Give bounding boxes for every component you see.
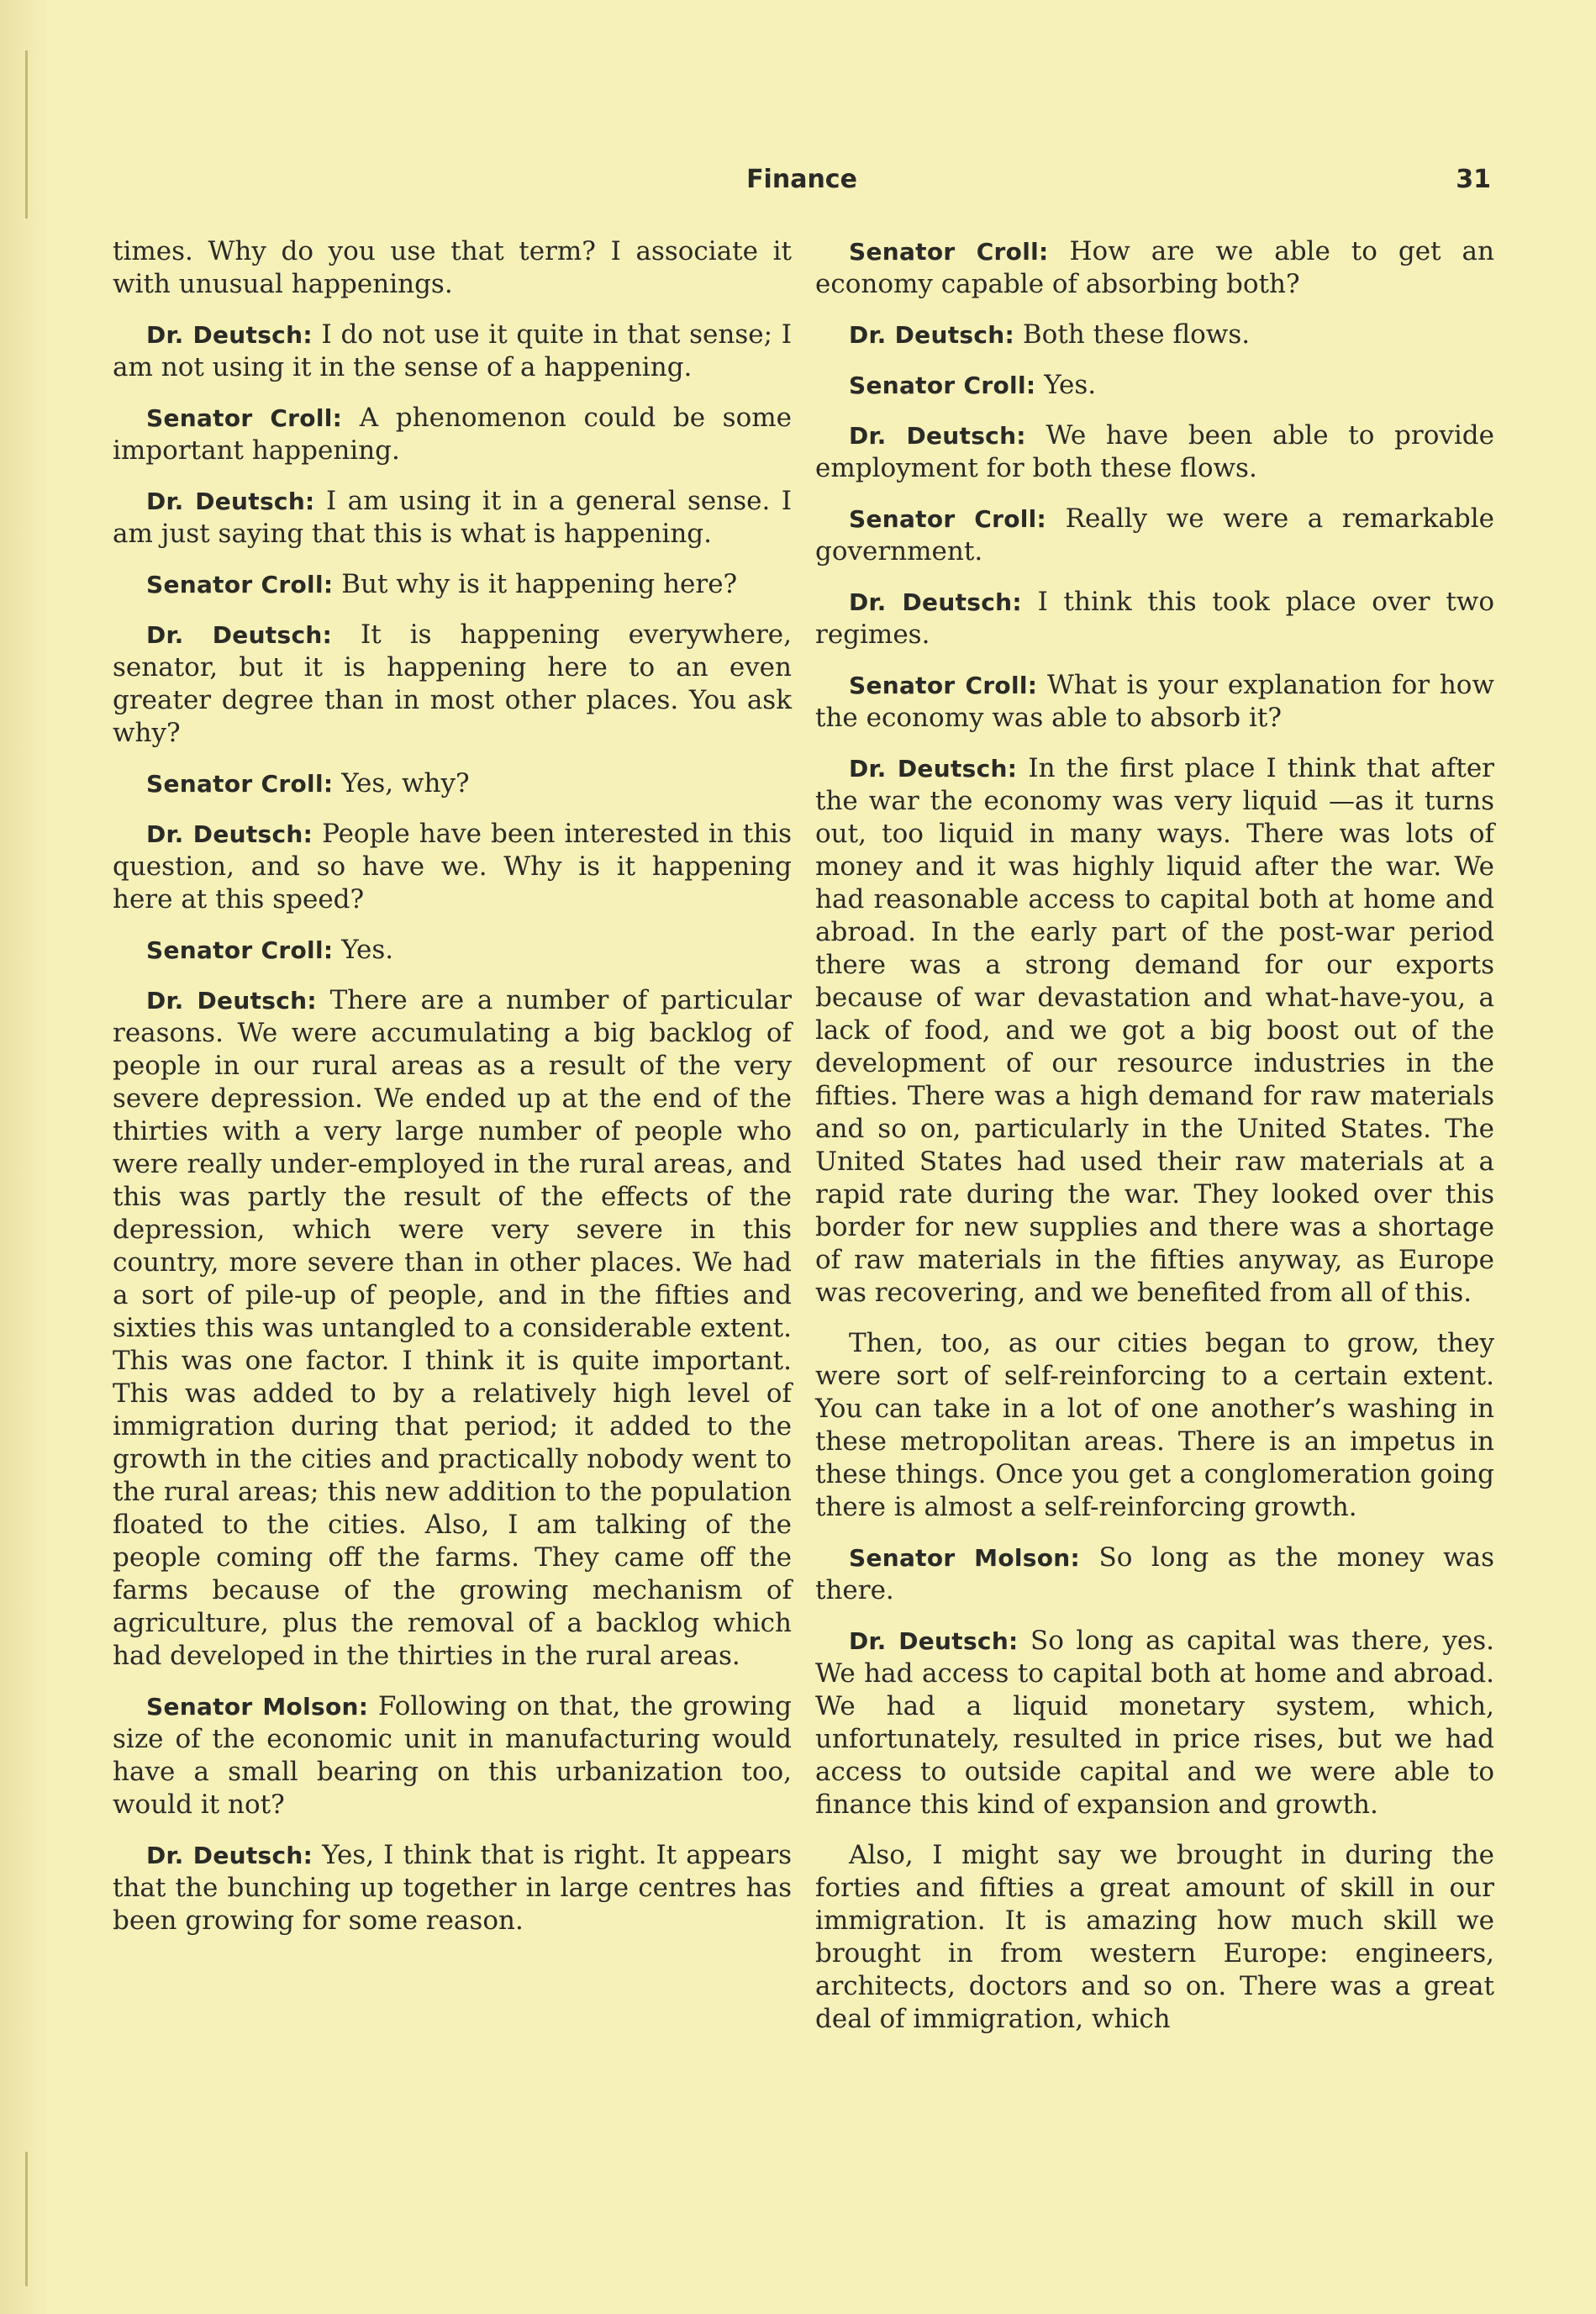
speech-paragraph [113, 485, 792, 551]
speech-paragraph [113, 934, 792, 967]
paragraph-text: What is your explanation for how the economy was able to absorb it? [815, 670, 1494, 733]
paragraph-text: Following on that, the growing size of the economic unit in manufacturing would have a small bearing on this urbanization too, would it not? [113, 1691, 792, 1820]
paragraph-text: I think this took place over two regimes. [815, 587, 1495, 650]
paragraph-text: Also, I might say we brought in during the forties and fifties a great amount of skill in our immigration. It is amazing how much skill we brought in from western Europe: engineers, architects, doctors and so on. There was a great deal of immigration, which [815, 1840, 1494, 2034]
page-edge-mark [25, 50, 28, 219]
speech-paragraph [113, 1690, 792, 1821]
speech-paragraph [113, 402, 792, 467]
page-header [113, 165, 1491, 202]
paragraph-text: Yes. [1044, 370, 1097, 400]
speaker-name: Senator Croll: [146, 936, 334, 964]
paragraph-text: Both these flows. [1022, 319, 1251, 350]
paragraph-text: There are a number of particular reasons. We were accumulating a big backlog of people in our rural areas as a result of the very severe depression. We ended up at the end of the thirties with a very large number of people who were really under-employed in the rural areas, and this was partly the result of the effects of the depression, which were very severe in this country, more severe than in other places. We had a sort of pile-up of people, and in the fifties and sixties this was untangled to a considerable extent. This was one factor. I think it is quite important. This was added to by a relatively high level of immigration during that period; it added to the growth in the cities and practically nobody went to the rural areas; this new addition to the population floated to the cities. Also, I am talking of the people coming off the farms. They came off the farms because of the growing mechanism of agriculture, plus the removal of a backlog which had developed in the thirties in the rural areas. [113, 985, 792, 1671]
speaker-name: Dr. Deutsch: [146, 488, 315, 515]
speech-paragraph [815, 319, 1494, 351]
paragraph-text: How are we able to get an economy capable of absorbing both? [815, 236, 1495, 299]
speaker-name: Dr. Deutsch: [849, 588, 1022, 616]
speech-paragraph [113, 1839, 792, 1937]
speaker-name: Senator Croll: [146, 770, 334, 798]
speaker-name: Senator Croll: [849, 672, 1038, 699]
speaker-name: Senator Molson: [849, 1544, 1080, 1572]
speech-paragraph [815, 419, 1494, 485]
text-paragraph [113, 235, 792, 301]
speech-paragraph [815, 1625, 1494, 1821]
speaker-name: Dr. Deutsch: [146, 321, 313, 349]
speech-paragraph [113, 568, 792, 601]
speaker-name: Dr. Deutsch: [849, 422, 1026, 450]
paragraph-text: Yes, I think that is right. It appears that the bunching up together in large centres has been growing for some reason. [113, 1840, 792, 1936]
speaker-name: Dr. Deutsch: [146, 820, 313, 848]
paragraph-text: Yes, why? [341, 768, 470, 799]
paragraph-text: It is happening everywhere, senator, but it is happening here to an even greater degree than in most other places. You ask why? [113, 619, 792, 748]
right-column [815, 235, 1494, 2053]
speaker-name: Senator Croll: [849, 372, 1036, 399]
speech-paragraph [815, 669, 1494, 735]
paragraph-text: So long as the money was there. [815, 1542, 1494, 1605]
page-number: 31 [1456, 165, 1491, 194]
speech-paragraph [113, 984, 792, 1673]
paragraph-text: Really we were a remarkable government. [815, 503, 1494, 567]
speaker-name: Dr. Deutsch: [146, 1842, 313, 1869]
paragraph-text: In the first place I think that after the war the economy was very liquid —as it turns out, too liquid in many ways. There was lots of money and it was highly liquid after the war. We had reasonable access to capital both at home and abroad. In the early part of the post-war period there was a strong demand for our exports because of war devastation and what-have-you, a lack of food, and we got a big boost out of the development of our resource industries in the fifties. There was a high demand for raw materials and so on, particularly in the United States. The United States had used their raw materials at a rapid rate during the war. They looked over this border for new supplies and there was a shortage of raw materials in the fifties anyway, as Europe was recovering, and we benefited from all of this. [815, 753, 1494, 1308]
speech-paragraph [815, 503, 1494, 568]
running-title: Finance [746, 165, 857, 194]
left-column [113, 235, 792, 1955]
paragraph-text: I am using it in a general sense. I am just saying that this is what is happening. [113, 486, 792, 549]
paragraph-text: Then, too, as our cities began to grow, they were sort of self-reinforcing to a certain extent. You can take in a lot of one another’s washing in these metropolitan areas. There is an impetus in these things. Once you get a conglomeration going there is almost a self-reinforcing growth. [815, 1328, 1494, 1522]
speech-paragraph [113, 767, 792, 800]
paragraph-text: Yes. [341, 935, 394, 965]
paragraph-text: I do not use it quite in that sense; I am not using it in the sense of a happening. [113, 319, 792, 382]
speaker-name: Dr. Deutsch: [146, 621, 333, 649]
speaker-name: Senator Molson: [146, 1693, 369, 1721]
text-paragraph [815, 1327, 1494, 1524]
speaker-name: Senator Croll: [849, 238, 1049, 266]
speaker-name: Dr. Deutsch: [849, 1627, 1019, 1655]
speaker-name: Senator Croll: [849, 505, 1047, 533]
speech-paragraph [815, 235, 1494, 301]
text-paragraph [815, 1839, 1494, 2036]
speaker-name: Senator Croll: [146, 571, 334, 598]
paragraph-text: But why is it happening here? [341, 569, 738, 599]
paragraph-text: A phenomenon could be some important happening. [113, 403, 792, 466]
speech-paragraph [113, 818, 792, 916]
paragraph-text: We have been able to provide employment for both these flows. [815, 420, 1494, 483]
page-edge-mark-lower [25, 2152, 28, 2286]
speaker-name: Dr. Deutsch: [849, 755, 1018, 783]
speech-paragraph [815, 369, 1494, 402]
speech-paragraph [815, 586, 1494, 651]
paragraph-text: People have been interested in this question, and so have we. Why is it happening here at this speed? [113, 819, 792, 915]
speaker-name: Dr. Deutsch: [849, 321, 1014, 349]
speech-paragraph [113, 619, 792, 750]
speech-paragraph [815, 1542, 1494, 1607]
paragraph-text: times. Why do you use that term? I associate it with unusual happenings. [113, 236, 792, 299]
speaker-name: Dr. Deutsch: [146, 987, 317, 1015]
speech-paragraph [113, 319, 792, 384]
paragraph-text: So long as capital was there, yes. We had access to capital both at home and abroad. We had a liquid monetary system, which, unfortunately, resulted in price rises, but we had access to outside capital and we were able to finance this kind of expansion and growth. [815, 1626, 1495, 1820]
speech-paragraph [815, 752, 1494, 1310]
speaker-name: Senator Croll: [146, 404, 343, 432]
